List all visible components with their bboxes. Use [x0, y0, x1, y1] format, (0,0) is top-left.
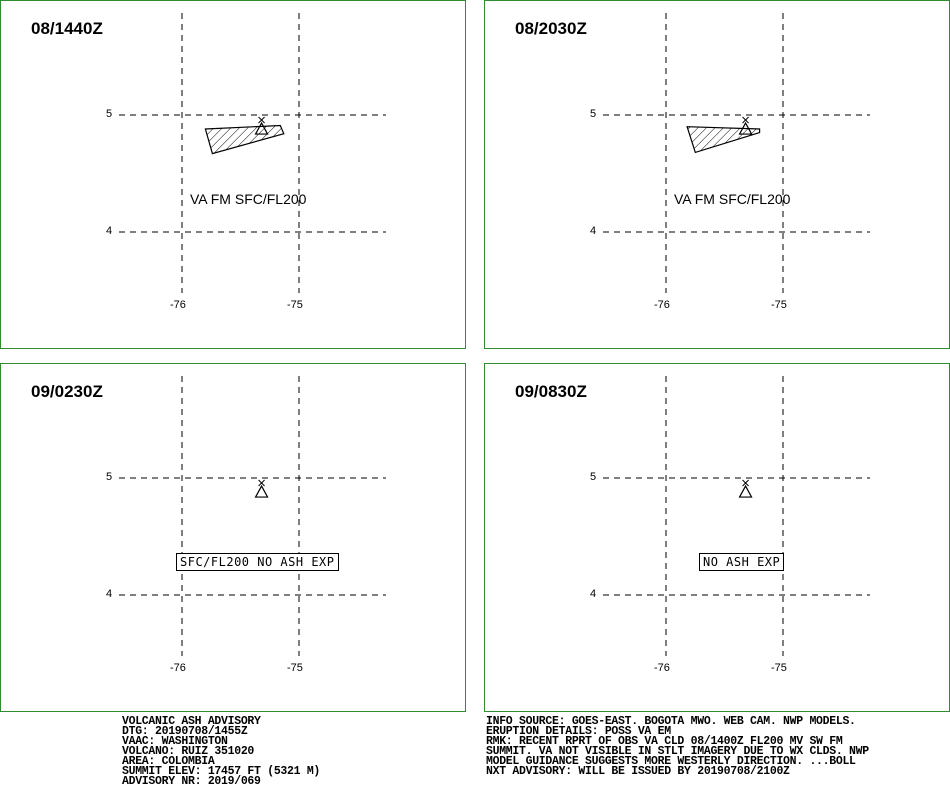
forecast-panel-2	[484, 0, 950, 349]
longitude-tick-label: -75	[771, 299, 787, 311]
volcano-triangle	[256, 486, 268, 497]
remark-line: RMK: RECENT RPRT OF OBS VA CLD 08/1400Z FL200 MV SW FM	[486, 735, 843, 748]
forecast-panel-4	[484, 363, 950, 712]
ash-layer-label: VA FM SFC/FL200	[674, 191, 791, 207]
remark-line: MODEL GUIDANCE SUGGESTS MORE WESTERLY DIRECTION. ...BOLL	[486, 755, 856, 768]
advisory-line: ADVISORY NR: 2019/069	[122, 775, 261, 788]
advisory-line: VOLCANO: RUIZ 351020	[122, 745, 255, 758]
remark-line: NXT ADVISORY: WILL BE ISSUED BY 20190708/2100Z	[486, 765, 790, 778]
latitude-tick-label: 5	[590, 471, 597, 483]
panel-title-2: 08/2030Z	[515, 19, 587, 38]
advisory-line: VAAC: WASHINGTON	[122, 735, 228, 748]
map-grid-3	[1, 364, 467, 713]
longitude-tick-label: -76	[170, 299, 186, 311]
longitude-tick-label: -75	[771, 662, 787, 674]
panel-title-1: 08/1440Z	[31, 19, 103, 38]
map-grid-1	[1, 1, 467, 350]
longitude-tick-label: -75	[287, 299, 303, 311]
forecast-panel-3	[0, 363, 466, 712]
ash-layer-label: VA FM SFC/FL200	[190, 191, 307, 207]
latitude-tick-label: 5	[590, 108, 597, 120]
no-ash-expected-label: NO ASH EXP	[699, 553, 784, 571]
longitude-tick-label: -76	[654, 299, 670, 311]
volcano-triangle-icon	[256, 480, 268, 497]
latitude-tick-label: 4	[590, 588, 597, 600]
advisory-remarks-block	[486, 717, 869, 777]
advisory-line: VOLCANIC ASH ADVISORY	[122, 715, 261, 728]
latitude-tick-label: 5	[106, 108, 113, 120]
advisory-line: AREA: COLOMBIA	[122, 755, 215, 768]
ash-cloud-polygon	[687, 127, 760, 153]
volcano-triangle-icon	[740, 480, 752, 497]
latitude-tick-label: 5	[106, 471, 113, 483]
advisory-line: SUMMIT ELEV: 17457 FT (5321 M)	[122, 765, 321, 778]
volcano-triangle	[740, 486, 752, 497]
advisory-line: DTG: 20190708/1455Z	[122, 725, 248, 738]
ash-cloud-polygon	[205, 126, 283, 154]
remark-line: ERUPTION DETAILS: POSS VA EM	[486, 725, 671, 738]
latitude-tick-label: 4	[590, 225, 597, 237]
latitude-tick-label: 4	[106, 588, 113, 600]
forecast-panel-1	[0, 0, 466, 349]
remark-line: INFO SOURCE: GOES-EAST. BOGOTA MWO. WEB CAM. NWP MODELS.	[486, 715, 856, 728]
longitude-tick-label: -76	[654, 662, 670, 674]
map-grid-2	[485, 1, 950, 350]
remark-line: SUMMIT. VA NOT VISIBLE IN STLT IMAGERY DUE TO WX CLDS. NWP	[486, 745, 869, 758]
map-grid-4	[485, 364, 950, 713]
longitude-tick-label: -76	[170, 662, 186, 674]
advisory-header-block	[122, 717, 320, 787]
no-ash-expected-label: SFC/FL200 NO ASH EXP	[176, 553, 339, 571]
longitude-tick-label: -75	[287, 662, 303, 674]
panel-title-3: 09/0230Z	[31, 382, 103, 401]
panel-title-4: 09/0830Z	[515, 382, 587, 401]
latitude-tick-label: 4	[106, 225, 113, 237]
